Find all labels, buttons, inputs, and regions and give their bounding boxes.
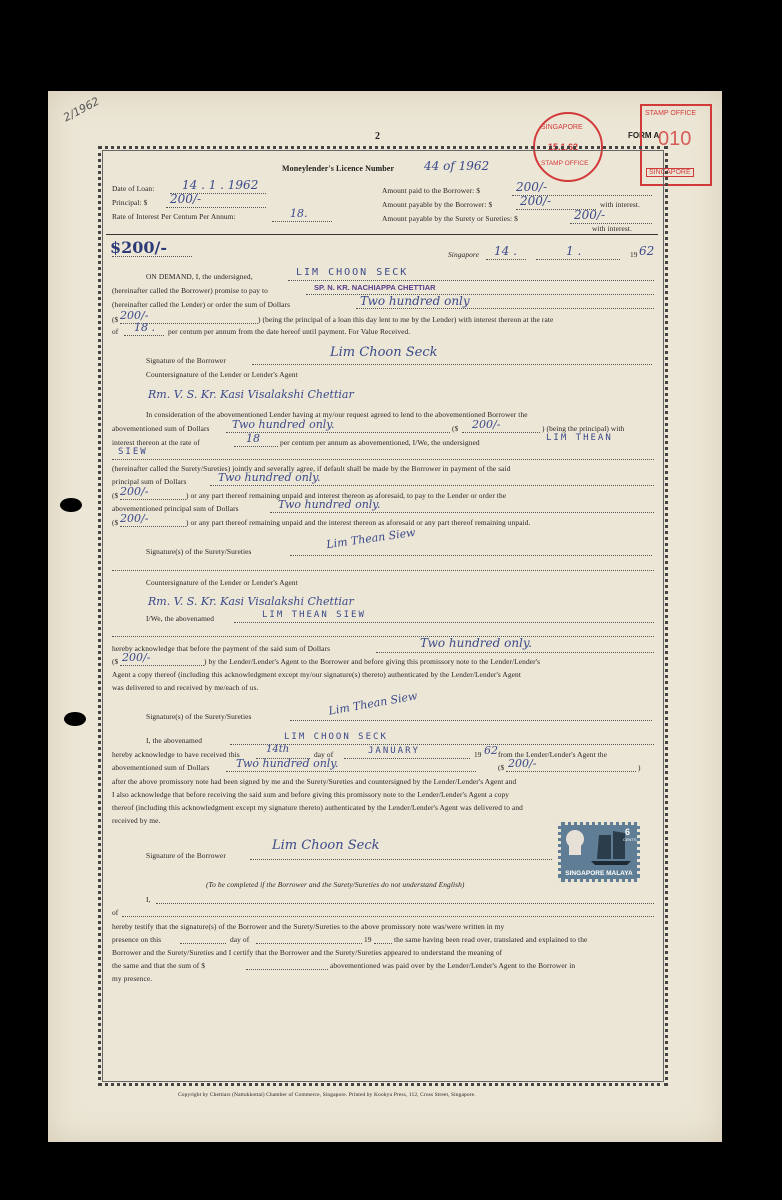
interpreter-line-1: hereby testify that the signature(s) of the Borrower and the Surety/Sureties to the above promissory note was/were written in my xyxy=(112,922,505,931)
ack1-line-2a: ($ xyxy=(112,657,119,666)
ack2-line-4: I also acknowledge that before receiving the said sum and before giving this promissory note to the Lender/Lender's Agent a copy xyxy=(112,790,510,799)
ack2-line-6: received by me. xyxy=(112,816,161,825)
paren-amount: ($ xyxy=(112,315,119,324)
ack2-line-2b: ($ xyxy=(498,763,505,772)
note-year-prefix: 19 xyxy=(630,250,638,259)
ack1-line-2b: ) by the Lender/Lender's Agent to the Borrower and before giving this promissory note to the Lender/Lender's xyxy=(204,657,541,666)
countersignature: Rm. V. S. Kr. Kasi Visalakshi Chettiar xyxy=(148,388,354,401)
interpreter-line-2b: day of xyxy=(230,935,250,944)
per-centum: per centum per annum from the date hereof until payment. For Value Received. xyxy=(168,327,411,336)
ack2-name: LIM CHOON SECK xyxy=(284,732,388,742)
rate-label: Rate of Interest Per Centum Per Annum: xyxy=(112,212,236,221)
hereinafter-borrower: (hereinafter called the Borrower) promise to pay to xyxy=(112,286,268,295)
payable-borrower-label: Amount payable by the Borrower: $ xyxy=(382,200,493,209)
payable-surety-label: Amount payable by the Surety or Sureties: $ xyxy=(382,214,518,223)
interpreter-line-4b: abovementioned was paid over by the Lender/Lender's Agent to the Borrower in xyxy=(330,961,576,970)
page-number: 2 xyxy=(375,131,380,142)
note-month: 1 . xyxy=(566,244,582,258)
ack2-day-of: day of xyxy=(314,750,334,759)
ack1-sum-words: Two hundred only. xyxy=(420,636,532,650)
paid-value: 200/- xyxy=(516,180,548,194)
borrower-signature: Lim Choon Seck xyxy=(330,345,438,360)
date-value: 14 . 1 . 1962 xyxy=(182,178,259,192)
date-label: Date of Loan: xyxy=(112,184,155,193)
surety-line-8b: ) or any part thereof remaining unpaid and the interest thereon as aforesaid or any part thereof remaining unpaid. xyxy=(186,518,531,527)
ack2-line-1a: hereby acknowledge to have received this xyxy=(112,750,240,759)
ack1-amount: 200/- xyxy=(122,651,151,664)
interpreter-line-2d: the same having been read over, translated and explained to the xyxy=(394,935,588,944)
on-demand: ON DEMAND, I, the undersigned, xyxy=(146,272,253,281)
surety-signature: Lim Thean Siew xyxy=(325,525,417,552)
interpreter-line-5: my presence. xyxy=(112,974,153,983)
ack1-line-4: was delivered to and received by me/each of us. xyxy=(112,683,259,692)
note-day: 14 . xyxy=(494,244,517,258)
countersig-label: Countersignature of the Lender or Lender's Agent xyxy=(146,370,298,379)
surety-name-2: SIEW xyxy=(118,447,148,457)
meter-stamp: STAMP OFFICE 010 SINGAPORE xyxy=(640,104,712,186)
surety-line-4: (hereinafter called the Surety/Sureties) jointly and severally agree, if default shall be made by the Borrower in payment of the said xyxy=(112,464,511,473)
sum-words: Two hundred only xyxy=(360,294,470,308)
surety-line-1: In consideration of the abovementioned Lender having at my/our request agreed to lend to the abovementioned Borrower the xyxy=(146,410,528,419)
note-amount: $200/- xyxy=(110,238,168,257)
surety-line-5a: principal sum of Dollars xyxy=(112,477,187,486)
corner-note: 2/1962 xyxy=(61,94,102,125)
postage-stamp: 6 CENTS SINGAPORE MALAYA xyxy=(558,822,640,882)
surety-line-2c: ) (being the principal) with xyxy=(542,424,625,433)
ack1-line-1a: hereby acknowledge that before the payment of the said sum of Dollars xyxy=(112,644,331,653)
payable-borrower-value: 200/- xyxy=(520,194,552,208)
with-interest-2: with interest. xyxy=(592,224,632,233)
surety-line-5-words: Two hundred only. xyxy=(218,471,321,484)
ack2-month: JANUARY xyxy=(368,746,420,756)
payable-surety-value: 200/- xyxy=(574,208,606,222)
surety-line-6-amount: 200/- xyxy=(120,485,149,498)
footer: Copyright by Chettiars (Nattukkottai) Chamber of Commerce, Singapore. Printed by Kookyu Press, 112, Cross Street, Singapore. xyxy=(178,1092,476,1098)
surety-line-6a: ($ xyxy=(112,491,119,500)
sig-borrower-label: Signature of the Borrower xyxy=(146,356,226,365)
lender-name: SP. N. KR. NACHIAPPA CHETTIAR xyxy=(314,283,436,292)
hereinafter-lender: (hereinafter called the Lender) or order the sum of Dollars xyxy=(112,300,291,309)
interpreter-line-2a: presence on this xyxy=(112,935,162,944)
surety-countersig-label: Countersignature of the Lender or Lender's Agent xyxy=(146,578,298,587)
interpreter-line-2c: 19 xyxy=(364,935,372,944)
ack2-year-suffix: 62 xyxy=(484,744,498,757)
principal-value: 200/- xyxy=(170,192,202,206)
paren-amount-value: 200/- xyxy=(120,309,149,322)
interpreter-i: I, xyxy=(146,895,151,904)
interpreter-heading: (To be completed if the Borrower and the Surety/Sureties do not understand English) xyxy=(206,880,465,889)
surety-line-7-words: Two hundred only. xyxy=(278,498,381,511)
divider xyxy=(106,234,658,235)
ack2-amount: 200/- xyxy=(508,757,537,770)
ack2-year-prefix: 19 xyxy=(474,750,482,759)
paid-label: Amount paid to the Borrower: $ xyxy=(382,186,481,195)
place: Singapore xyxy=(448,250,480,259)
borrower-name: LIM CHOON SECK xyxy=(296,267,409,278)
surety-line-8-amount: 200/- xyxy=(120,512,149,525)
ack1-signature: Lim Thean Siew xyxy=(327,689,419,718)
ack1-line-3: Agent a copy thereof (including this acknowledgment except my/our signature(s) thereto) authenticated by the Lender/Lender's Agent xyxy=(112,670,521,679)
note-year-suffix: 62 xyxy=(639,244,655,258)
ack2-line-2c: ) xyxy=(638,763,641,772)
surety-sum-words: Two hundred only. xyxy=(232,418,335,431)
note-rate: 18 . xyxy=(134,321,155,334)
ack2-line-5: thereof (including this acknowledgment except my signature thereto) authenticated by the Lender/Lender's Agent was delivered to and xyxy=(112,803,523,812)
stamp-office-seal: SINGAPORE 15.1.62 STAMP OFFICE xyxy=(533,112,603,182)
licence-number: 44 of 1962 xyxy=(424,159,490,173)
ack2-line-2a: abovementioned sum of Dollars xyxy=(112,763,210,772)
ack2-line-3: after the above promissory note had been signed by me and the Surety/Sureties and countersigned by the Lender/Lender's Agent and xyxy=(112,777,517,786)
surety-line-3a: interest thereon at the rate of xyxy=(112,438,200,447)
ack2-day: 14th xyxy=(266,744,290,755)
surety-line-6b: ) or any part thereof remaining unpaid and interest thereon as aforesaid, to pay to the Lender or order the xyxy=(186,491,507,500)
being-principal: ) (being the principal of a loan this day lent to me by the Lender) with interest thereon at the rate xyxy=(258,315,554,324)
ack1-sig-label: Signature(s) of the Surety/Sureties xyxy=(146,712,252,721)
ack2-line-1b: from the Lender/Lender's Agent the xyxy=(498,750,607,759)
with-interest-1: with interest. xyxy=(600,200,640,209)
surety-rate: 18 xyxy=(246,432,260,445)
form-label: FORM A xyxy=(628,131,660,140)
surety-countersignature: Rm. V. S. Kr. Kasi Visalakshi Chettiar xyxy=(148,595,354,608)
interpreter-line-4a: the same and that the sum of $ xyxy=(112,961,206,970)
interpreter-of: of xyxy=(112,908,119,917)
interpreter-line-3: Borrower and the Surety/Sureties and I certify that the Borrower and the Surety/Sureties appeared to understand the meaning of xyxy=(112,948,503,957)
ack1-name: LIM THEAN SIEW xyxy=(262,610,366,620)
ack2-sig-label: Signature of the Borrower xyxy=(146,851,226,860)
rate-value: 18. xyxy=(290,207,308,220)
surety-line-2a: abovementioned sum of Dollars xyxy=(112,424,210,433)
punch-hole xyxy=(64,712,86,726)
ack2-signature: Lim Choon Seck xyxy=(272,838,380,853)
of-label: of xyxy=(112,327,119,336)
surety-line-3b: per centum per annum as abovementioned, I/We, the undersigned xyxy=(280,438,480,447)
ack2-i-label: I, the abovenamed xyxy=(146,736,203,745)
punch-hole xyxy=(60,498,82,512)
surety-line-2b: ($ xyxy=(452,424,459,433)
surety-line-7a: abovementioned principal sum of Dollars xyxy=(112,504,239,513)
surety-name-1: LIM THEAN xyxy=(546,433,613,443)
ack1-iwe: I/We, the abovenamed xyxy=(146,614,215,623)
principal-label: Principal: $ xyxy=(112,198,148,207)
ack2-sum-words: Two hundred only. xyxy=(236,757,339,770)
licence-label: Moneylender's Licence Number xyxy=(282,164,395,173)
surety-line-8a: ($ xyxy=(112,518,119,527)
surety-sig-label: Signature(s) of the Surety/Sureties xyxy=(146,547,252,556)
surety-amount: 200/- xyxy=(472,418,501,431)
